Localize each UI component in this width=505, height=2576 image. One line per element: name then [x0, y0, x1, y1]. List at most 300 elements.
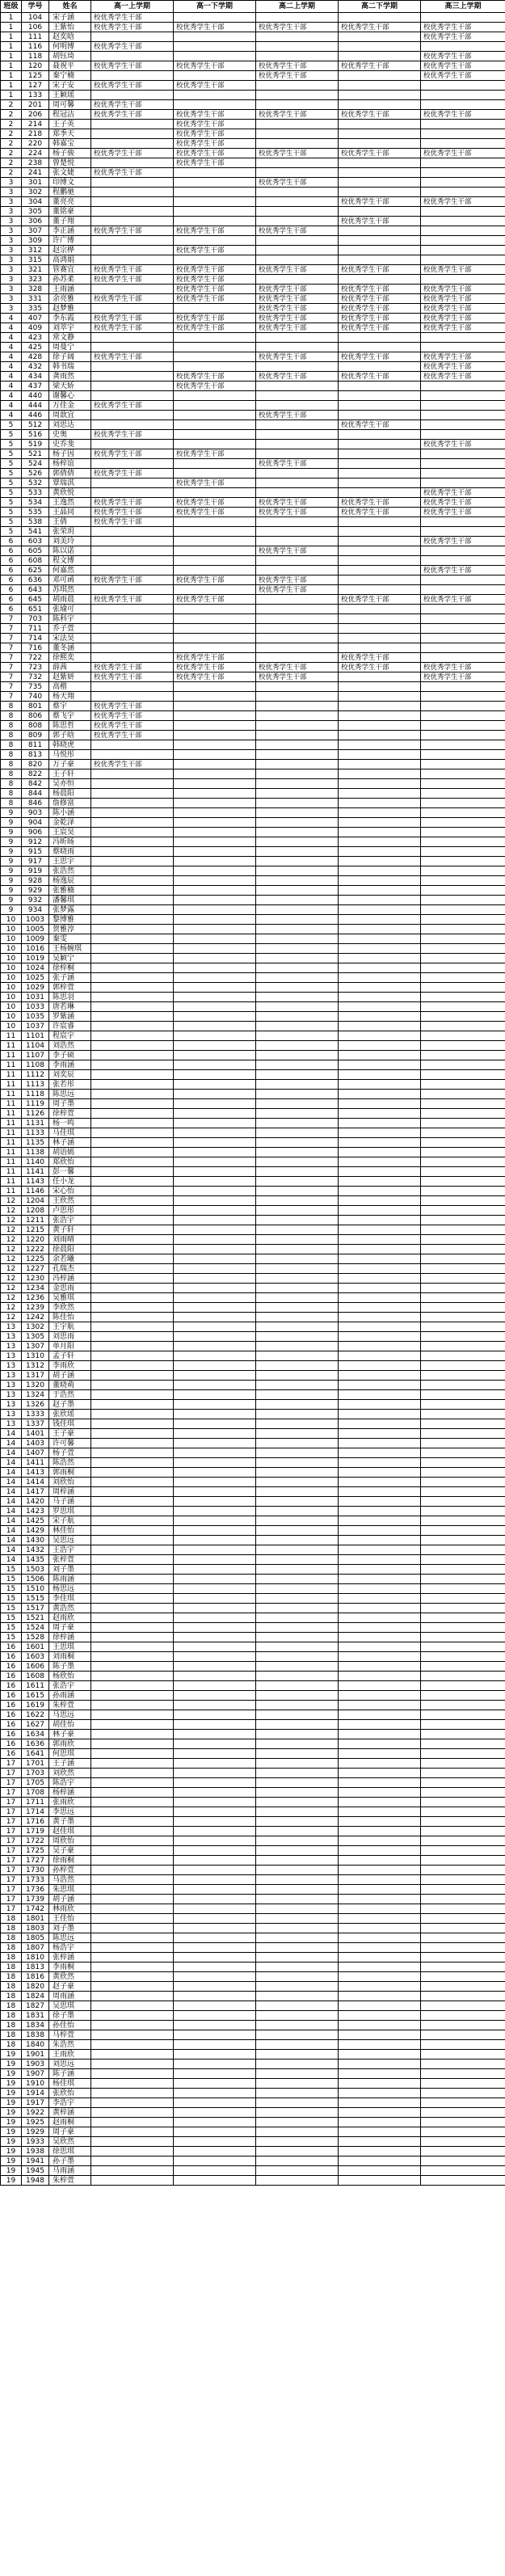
cell-class: 14 [1, 1487, 22, 1497]
cell-grade10-spring: 校优秀学生干部 [174, 81, 256, 91]
cell-grade10-spring [174, 915, 256, 925]
cell-grade10-fall [91, 188, 174, 197]
cell-grade12-fall [421, 1254, 505, 1264]
cell-grade12-fall [421, 1293, 505, 1303]
cell-grade12-fall [421, 449, 505, 459]
cell-class: 13 [1, 1390, 22, 1400]
table-row [1, 760, 505, 769]
cell-grade10-spring [174, 1701, 256, 1710]
table-row [1, 1332, 505, 1342]
cell-grade10-spring [174, 1875, 256, 1885]
cell-grade11-spring [339, 828, 421, 837]
cell-grade10-fall [91, 1167, 174, 1177]
cell-grade11-spring [339, 1759, 421, 1769]
table-row [1, 1148, 505, 1157]
cell-name: 徐梓桐 [49, 963, 91, 973]
cell-grade10-spring [174, 1051, 256, 1060]
cell-grade10-spring [174, 537, 256, 546]
cell-name: 刘思雨 [49, 1332, 91, 1342]
table-row [1, 595, 505, 605]
cell-student-id: 1317 [22, 1371, 49, 1381]
cell-student-id: 1810 [22, 1953, 49, 1963]
cell-grade10-spring [174, 1148, 256, 1157]
cell-grade10-fall: 校优秀学生干部 [91, 702, 174, 711]
cell-grade11-fall [256, 1604, 339, 1613]
cell-grade10-fall [91, 1381, 174, 1390]
cell-grade11-spring [339, 1904, 421, 1914]
cell-grade11-spring [339, 808, 421, 818]
cell-grade10-fall [91, 391, 174, 401]
cell-name: 何嘉然 [49, 566, 91, 575]
cell-grade10-fall [91, 255, 174, 265]
cell-grade12-fall [421, 2021, 505, 2030]
cell-grade11-fall [256, 333, 339, 343]
cell-class: 10 [1, 925, 22, 934]
cell-grade12-fall [421, 1332, 505, 1342]
table-row [1, 1827, 505, 1836]
cell-grade11-spring [339, 1254, 421, 1264]
cell-class: 11 [1, 1177, 22, 1187]
cell-name: 孔瑞杰 [49, 1264, 91, 1274]
cell-grade11-fall [256, 1516, 339, 1526]
cell-name: 王子豪 [49, 1429, 91, 1439]
cell-name: 潘馨琪 [49, 896, 91, 905]
cell-grade11-spring [339, 401, 421, 411]
cell-grade11-fall [256, 449, 339, 459]
table-row [1, 1022, 505, 1031]
cell-class: 10 [1, 915, 22, 925]
cell-grade11-spring [339, 905, 421, 915]
cell-student-id: 1143 [22, 1177, 49, 1187]
cell-grade11-spring [339, 1526, 421, 1536]
cell-name: 吴思琪 [49, 2001, 91, 2011]
cell-grade11-spring [339, 1992, 421, 2001]
cell-grade10-spring [174, 808, 256, 818]
cell-grade10-fall [91, 1536, 174, 1545]
cell-class: 11 [1, 1041, 22, 1051]
cell-student-id: 1503 [22, 1565, 49, 1575]
cell-grade10-fall [91, 1448, 174, 1458]
cell-class: 17 [1, 1827, 22, 1836]
cell-grade12-fall [421, 178, 505, 188]
cell-grade11-spring [339, 1361, 421, 1371]
cell-grade11-fall [256, 1060, 339, 1070]
cell-grade11-spring [339, 1051, 421, 1060]
cell-grade12-fall [421, 808, 505, 818]
cell-grade10-spring [174, 1788, 256, 1798]
cell-grade11-spring [339, 2137, 421, 2147]
cell-grade10-spring: 校优秀学生干部 [174, 663, 256, 672]
cell-class: 17 [1, 1778, 22, 1788]
cell-grade10-fall [91, 1710, 174, 1720]
cell-student-id: 1403 [22, 1439, 49, 1448]
cell-grade12-fall [421, 1846, 505, 1856]
table-row [1, 275, 505, 285]
cell-grade10-spring: 校优秀学生干部 [174, 498, 256, 508]
cell-grade11-fall [256, 1739, 339, 1749]
cell-grade10-spring [174, 1342, 256, 1351]
cell-grade11-fall [256, 100, 339, 110]
cell-grade10-spring [174, 2001, 256, 2011]
cell-grade10-spring [174, 1313, 256, 1322]
cell-name: 杨思远 [49, 1584, 91, 1594]
table-row [1, 2098, 505, 2108]
cell-student-id: 1840 [22, 2040, 49, 2050]
cell-grade11-spring [339, 1943, 421, 1953]
cell-grade10-spring [174, 1807, 256, 1817]
cell-grade11-fall [256, 120, 339, 129]
cell-grade10-spring: 校优秀学生干部 [174, 139, 256, 149]
cell-student-id: 1024 [22, 963, 49, 973]
cell-name: 陈思远 [49, 1933, 91, 1943]
cell-grade10-fall: 校优秀学生干部 [91, 663, 174, 672]
cell-name: 吴亦恒 [49, 779, 91, 789]
cell-grade10-spring [174, 1031, 256, 1041]
cell-student-id: 636 [22, 575, 49, 585]
cell-grade10-fall [91, 1827, 174, 1836]
cell-grade12-fall: 校优秀学生干部 [421, 352, 505, 362]
cell-student-id: 1138 [22, 1148, 49, 1157]
cell-grade10-fall [91, 304, 174, 314]
cell-student-id: 1608 [22, 1672, 49, 1681]
cell-name: 张梓萱 [49, 1555, 91, 1565]
table-row [1, 1390, 505, 1400]
cell-grade11-fall [256, 876, 339, 886]
cell-grade12-fall [421, 1022, 505, 1031]
cell-grade11-spring [339, 1701, 421, 1710]
cell-student-id: 1716 [22, 1817, 49, 1827]
cell-grade10-spring [174, 1604, 256, 1613]
cell-student-id: 919 [22, 866, 49, 876]
cell-class: 14 [1, 1507, 22, 1516]
cell-grade12-fall [421, 896, 505, 905]
cell-grade10-spring [174, 828, 256, 837]
cell-student-id: 1407 [22, 1448, 49, 1458]
cell-grade11-fall [256, 2137, 339, 2147]
cell-grade10-fall [91, 1284, 174, 1293]
cell-grade10-spring [174, 1216, 256, 1225]
cell-grade10-spring [174, 1710, 256, 1720]
cell-grade10-spring [174, 847, 256, 857]
cell-grade10-spring [174, 1196, 256, 1206]
cell-grade11-spring [339, 721, 421, 731]
cell-grade12-fall: 校优秀学生干部 [421, 498, 505, 508]
cell-grade11-fall [256, 2001, 339, 2011]
cell-grade11-fall [256, 779, 339, 789]
cell-grade12-fall [421, 1429, 505, 1439]
cell-grade12-fall [421, 702, 505, 711]
cell-grade10-fall [91, 2166, 174, 2176]
cell-grade10-fall: 校优秀学生干部 [91, 595, 174, 605]
table-row [1, 2147, 505, 2157]
cell-grade10-fall [91, 139, 174, 149]
cell-grade11-spring [339, 1720, 421, 1730]
cell-grade10-spring [174, 1992, 256, 2001]
cell-grade11-fall [256, 905, 339, 915]
cell-grade10-spring [174, 236, 256, 246]
cell-grade12-fall [421, 158, 505, 168]
cell-grade10-fall [91, 1235, 174, 1245]
cell-grade12-fall [421, 1187, 505, 1196]
table-row [1, 449, 505, 459]
cell-student-id: 643 [22, 585, 49, 595]
cell-student-id: 306 [22, 217, 49, 226]
cell-class: 13 [1, 1371, 22, 1381]
cell-grade11-fall [256, 1672, 339, 1681]
cell-grade11-spring [339, 188, 421, 197]
cell-grade11-spring [339, 1739, 421, 1749]
cell-grade10-spring [174, 1371, 256, 1381]
cell-grade10-fall [91, 372, 174, 382]
cell-name: 郑欣怡 [49, 1157, 91, 1167]
cell-grade12-fall [421, 634, 505, 643]
cell-grade11-fall [256, 1012, 339, 1022]
table-row [1, 217, 505, 226]
cell-grade10-fall [91, 963, 174, 973]
table-row [1, 1090, 505, 1099]
cell-name: 何明博 [49, 42, 91, 52]
cell-grade12-fall [421, 1507, 505, 1516]
table-row [1, 1448, 505, 1458]
table-row [1, 634, 505, 643]
cell-grade12-fall [421, 789, 505, 799]
cell-grade10-spring [174, 634, 256, 643]
table-row [1, 149, 505, 158]
cell-grade11-fall [256, 343, 339, 352]
cell-grade10-fall [91, 1992, 174, 2001]
cell-student-id: 716 [22, 643, 49, 653]
cell-grade12-fall [421, 1788, 505, 1798]
cell-grade11-fall [256, 1642, 339, 1652]
cell-name: 刘思达 [49, 420, 91, 430]
cell-grade11-fall [256, 1478, 339, 1487]
cell-grade10-spring: 校优秀学生干部 [174, 595, 256, 605]
cell-grade11-fall [256, 1167, 339, 1177]
cell-class: 18 [1, 1914, 22, 1924]
cell-grade10-fall: 校优秀学生干部 [91, 265, 174, 275]
cell-student-id: 1133 [22, 1128, 49, 1138]
cell-grade10-spring [174, 934, 256, 944]
cell-grade12-fall [421, 1739, 505, 1749]
cell-grade10-spring [174, 682, 256, 692]
cell-grade10-fall [91, 1681, 174, 1691]
cell-grade10-fall [91, 828, 174, 837]
cell-grade11-fall [256, 1992, 339, 2001]
cell-grade11-fall [256, 1439, 339, 1448]
cell-grade10-spring [174, 197, 256, 207]
cell-grade10-spring: 校优秀学生干部 [174, 158, 256, 168]
cell-grade10-fall [91, 527, 174, 537]
cell-class: 12 [1, 1313, 22, 1322]
cell-grade11-fall [256, 1148, 339, 1157]
cell-grade12-fall [421, 1225, 505, 1235]
cell-grade11-spring [339, 343, 421, 352]
cell-grade11-fall [256, 197, 339, 207]
cell-grade11-fall [256, 1090, 339, 1099]
cell-grade12-fall: 校优秀学生干部 [421, 488, 505, 498]
cell-grade11-spring [339, 1827, 421, 1836]
cell-grade11-spring: 校优秀学生干部 [339, 314, 421, 323]
cell-grade10-spring [174, 750, 256, 760]
cell-name: 詹修富 [49, 799, 91, 808]
cell-name: 李正涵 [49, 226, 91, 236]
cell-grade10-spring [174, 2098, 256, 2108]
cell-class: 16 [1, 1720, 22, 1730]
cell-grade11-spring [339, 2166, 421, 2176]
cell-grade10-spring [174, 2060, 256, 2069]
cell-grade11-fall [256, 1448, 339, 1458]
cell-grade10-spring [174, 1390, 256, 1400]
cell-grade11-spring [339, 1235, 421, 1245]
cell-grade11-fall [256, 1836, 339, 1846]
cell-class: 10 [1, 1012, 22, 1022]
cell-grade12-fall: 校优秀学生干部 [421, 672, 505, 682]
cell-name: 王晶同 [49, 508, 91, 517]
cell-grade12-fall: 校优秀学生干部 [421, 32, 505, 42]
cell-student-id: 1933 [22, 2137, 49, 2147]
cell-grade12-fall [421, 1012, 505, 1022]
cell-student-id: 603 [22, 537, 49, 546]
cell-grade11-fall [256, 1002, 339, 1012]
cell-grade10-spring: 校优秀学生干部 [174, 129, 256, 139]
cell-grade10-fall [91, 1351, 174, 1361]
cell-grade10-spring [174, 605, 256, 614]
table-row [1, 440, 505, 449]
cell-grade10-fall [91, 556, 174, 566]
cell-student-id: 434 [22, 372, 49, 382]
cell-class: 4 [1, 362, 22, 372]
cell-grade12-fall [421, 1284, 505, 1293]
cell-grade10-fall [91, 333, 174, 343]
cell-grade11-fall: 校优秀学生干部 [256, 314, 339, 323]
cell-grade10-fall [91, 1555, 174, 1565]
cell-grade12-fall [421, 1613, 505, 1623]
header-grade11-spring: 高二下学期 [339, 1, 421, 13]
cell-grade11-fall [256, 1633, 339, 1642]
cell-grade11-spring [339, 2176, 421, 2186]
cell-name: 周子豪 [49, 2127, 91, 2137]
cell-grade10-spring [174, 1507, 256, 1516]
cell-grade11-fall [256, 808, 339, 818]
cell-grade10-fall [91, 1002, 174, 1012]
cell-grade10-fall [91, 1739, 174, 1749]
cell-grade12-fall [421, 459, 505, 469]
cell-grade11-spring [339, 1429, 421, 1439]
cell-grade10-spring [174, 1963, 256, 1972]
cell-student-id: 1104 [22, 1041, 49, 1051]
cell-name: 杨梓涵 [49, 1788, 91, 1798]
cell-student-id: 915 [22, 847, 49, 857]
cell-class: 11 [1, 1157, 22, 1167]
cell-grade11-fall [256, 1778, 339, 1788]
cell-grade11-fall [256, 643, 339, 653]
table-row [1, 1662, 505, 1672]
cell-student-id: 1236 [22, 1293, 49, 1303]
cell-grade10-spring [174, 546, 256, 556]
cell-grade11-fall [256, 1303, 339, 1313]
cell-student-id: 1627 [22, 1720, 49, 1730]
cell-grade11-spring [339, 1060, 421, 1070]
cell-grade11-spring [339, 993, 421, 1002]
cell-name: 刘雨晴 [49, 1235, 91, 1245]
cell-class: 11 [1, 1187, 22, 1196]
cell-student-id: 104 [22, 13, 49, 23]
cell-grade10-fall [91, 634, 174, 643]
cell-student-id: 305 [22, 207, 49, 217]
header-grade10-fall: 高一上学期 [91, 1, 174, 13]
cell-grade12-fall [421, 246, 505, 255]
cell-grade10-spring [174, 1002, 256, 1012]
cell-grade11-fall [256, 1342, 339, 1351]
cell-grade10-spring [174, 905, 256, 915]
cell-grade10-fall [91, 1895, 174, 1904]
cell-student-id: 1730 [22, 1866, 49, 1875]
cell-grade10-fall [91, 1400, 174, 1410]
cell-name: 吴颖宁 [49, 954, 91, 963]
cell-grade11-fall [256, 731, 339, 740]
cell-student-id: 532 [22, 479, 49, 488]
cell-grade11-spring [339, 32, 421, 42]
cell-name: 王紫怡 [49, 23, 91, 32]
cell-grade10-spring [174, 857, 256, 866]
cell-grade10-fall [91, 1662, 174, 1672]
cell-grade10-fall [91, 566, 174, 575]
cell-grade10-fall [91, 2176, 174, 2186]
cell-grade11-fall [256, 1254, 339, 1264]
cell-grade10-fall [91, 750, 174, 760]
cell-grade10-spring [174, 1536, 256, 1545]
cell-grade10-spring [174, 886, 256, 896]
cell-grade11-spring [339, 1584, 421, 1594]
table-row [1, 382, 505, 391]
cell-grade11-spring [339, 963, 421, 973]
cell-student-id: 1929 [22, 2127, 49, 2137]
cell-grade10-spring [174, 1594, 256, 1604]
table-row [1, 197, 505, 207]
table-row [1, 1206, 505, 1216]
cell-grade12-fall [421, 1128, 505, 1138]
cell-class: 12 [1, 1235, 22, 1245]
cell-class: 9 [1, 876, 22, 886]
table-row [1, 537, 505, 546]
cell-name: 韩晓虎 [49, 740, 91, 750]
cell-student-id: 224 [22, 149, 49, 158]
cell-grade12-fall: 校优秀学生干部 [421, 61, 505, 71]
cell-student-id: 1310 [22, 1351, 49, 1361]
cell-grade10-spring [174, 1856, 256, 1866]
header-grade11-fall: 高二上学期 [256, 1, 339, 13]
cell-grade10-spring [174, 1293, 256, 1303]
cell-grade12-fall [421, 1070, 505, 1080]
table-row [1, 702, 505, 711]
table-row [1, 1342, 505, 1351]
cell-class: 11 [1, 1128, 22, 1138]
table-row [1, 769, 505, 779]
cell-grade12-fall [421, 1992, 505, 2001]
cell-class: 7 [1, 634, 22, 643]
cell-grade12-fall [421, 1749, 505, 1759]
cell-student-id: 1725 [22, 1846, 49, 1856]
table-row [1, 566, 505, 575]
cell-grade11-spring [339, 934, 421, 944]
cell-student-id: 1948 [22, 2176, 49, 2186]
cell-student-id: 1118 [22, 1090, 49, 1099]
cell-student-id: 127 [22, 81, 49, 91]
table-row [1, 808, 505, 818]
table-row [1, 188, 505, 197]
cell-grade12-fall [421, 585, 505, 595]
cell-grade10-fall: 校优秀学生干部 [91, 100, 174, 110]
